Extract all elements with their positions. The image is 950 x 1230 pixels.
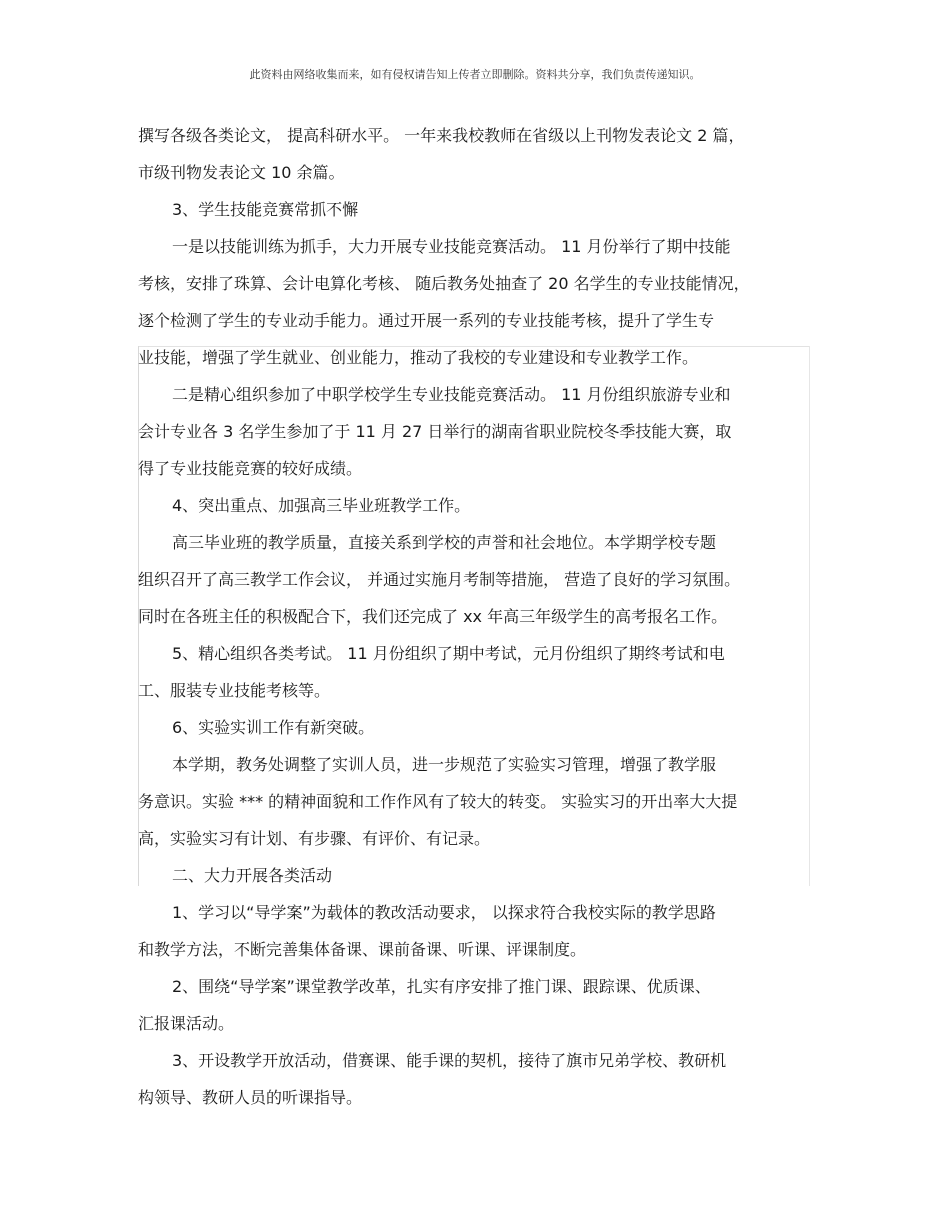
text-line: 务意识。实验 *** 的精神面貌和工作作风有了较大的转变。 实验实习的开出率大大提 xyxy=(138,792,738,811)
text-line: 考核，安排了珠算、会计电算化考核、 随后教务处抽查了 20 名学生的专业技能情况， xyxy=(138,274,750,293)
document-body xyxy=(138,117,810,1116)
text-line: 汇报课活动。 xyxy=(138,1014,235,1033)
text-line: 高，实验实习有计划、有步骤、有评价、有记录。 xyxy=(138,829,491,848)
text-line: 和教学方法，不断完善集体备课、课前备课、听课、评课制度。 xyxy=(138,940,587,959)
text-line: 1、学习以“导学案”为载体的教改活动要求， 以探求符合我校实际的教学思路 xyxy=(172,903,716,922)
text-line: 工、服装专业技能考核等。 xyxy=(138,681,331,700)
text-line: 本学期，教务处调整了实训人员，进一步规范了实验实习管理，增强了教学服 xyxy=(172,755,717,774)
text-line: 逐个检测了学生的专业动手能力。通过开展一系列的专业技能考核，提升了学生专 xyxy=(138,311,715,330)
text-line: 市级刊物发表论文 10 余篇。 xyxy=(138,163,345,182)
header-disclaimer: 此资料由网络收集而来，如有侵权请告知上传者立即删除。资料共分享，我们负责传递知识。 xyxy=(249,68,701,81)
text-line: 一是以技能训练为抓手，大力开展专业技能竞赛活动。 11 月份举行了期中技能 xyxy=(172,237,731,256)
text-line: 得了专业技能竞赛的较好成绩。 xyxy=(138,459,363,478)
text-line: 组织召开了高三教学工作会议， 并通过实施月考制等措施， 营造了良好的学习氛围。 xyxy=(138,570,741,589)
text-line: 4、突出重点、加强高三毕业班教学工作。 xyxy=(172,496,471,515)
text-line: 撰写各级各类论文， 提高科研水平。 一年来我校教师在省级以上刊物发表论文 2 篇， xyxy=(138,126,745,145)
text-line: 构领导、教研人员的听课指导。 xyxy=(138,1088,363,1107)
text-line: 3、学生技能竞赛常抓不懈 xyxy=(172,200,359,219)
text-line: 5、精心组织各类考试。 11 月份组织了期中考试，元月份组织了期终考试和电 xyxy=(172,644,725,663)
text-line: 会计专业各 3 名学生参加了于 11 月 27 日举行的湖南省职业院校冬季技能大赛，取 xyxy=(138,422,732,441)
text-line: 二是精心组织参加了中职学校学生专业技能竞赛活动。 11 月份组织旅游专业和 xyxy=(172,385,731,404)
text-line: 业技能，增强了学生就业、创业能力，推动了我校的专业建设和专业教学工作。 xyxy=(138,348,699,367)
text-line: 同时在各班主任的积极配合下，我们还完成了 xx 年高三年级学生的高考报名工作。 xyxy=(138,607,728,626)
text-line: 二、大力开展各类活动 xyxy=(172,866,333,885)
text-line: 6、实验实训工作有新突破。 xyxy=(172,718,375,737)
text-line: 2、围绕“导学案”课堂教学改革，扎实有序安排了推门课、跟踪课、优质课、 xyxy=(172,977,711,996)
text-line: 3、开设教学开放活动，借赛课、能手课的契机，接待了旗市兄弟学校、教研机 xyxy=(172,1051,727,1070)
text-line: 高三毕业班的教学质量，直接关系到学校的声誉和社会地位。本学期学校专题 xyxy=(172,533,717,552)
